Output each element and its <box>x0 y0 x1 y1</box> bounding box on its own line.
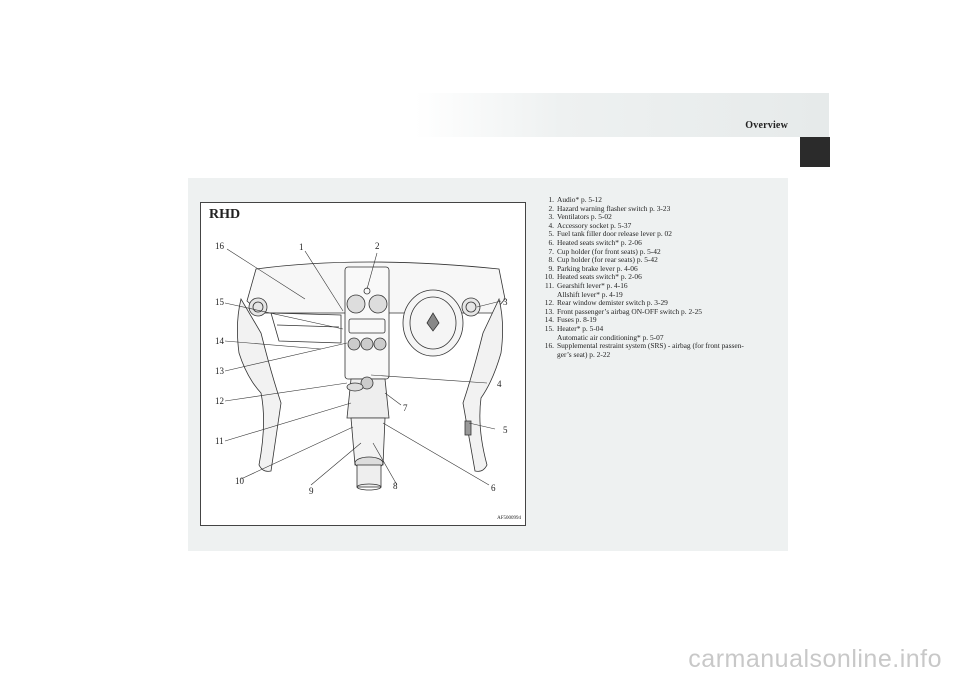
legend-number: 13. <box>544 306 554 316</box>
legend-text: Heated seats switch* p. 2-06 <box>557 272 642 282</box>
callout-4: 4 <box>497 379 502 389</box>
callout-6: 6 <box>491 483 496 493</box>
legend-number: 15. <box>544 323 554 333</box>
legend-text: Cup holder (for rear seats) p. 5-42 <box>557 255 658 265</box>
legend-text: Audio* p. 5-12 <box>557 195 602 204</box>
legend-text: Heated seats switch* p. 2-06 <box>557 237 642 247</box>
legend-text: Fuses p. 8-19 <box>557 315 597 325</box>
dashboard-illustration <box>201 203 527 527</box>
legend-number: 5. <box>548 229 554 239</box>
callout-10: 10 <box>235 476 244 486</box>
callout-14: 14 <box>215 336 224 346</box>
callout-2: 2 <box>375 241 380 251</box>
legend-number: 1. <box>548 195 554 204</box>
legend-text: Allshift lever* p. 4-19 <box>557 289 623 299</box>
legend-text: Accessory socket p. 5-37 <box>557 220 632 230</box>
legend-number: 4. <box>548 220 554 230</box>
callout-16: 16 <box>215 241 224 251</box>
callout-12: 12 <box>215 396 224 406</box>
chapter-tab <box>800 137 830 167</box>
legend-number: 9. <box>548 263 554 273</box>
legend-text: Rear window demister switch p. 3-29 <box>557 298 668 308</box>
callout-5: 5 <box>503 425 508 435</box>
legend-list <box>541 196 786 359</box>
legend-number: 8. <box>548 255 554 265</box>
legend-text: ger’s seat) p. 2-22 <box>557 349 611 359</box>
legend-text: Parking brake lever p. 4-06 <box>557 263 638 273</box>
legend-text: Cup holder (for front seats) p. 5-42 <box>557 246 661 256</box>
legend-number: 3. <box>548 212 554 222</box>
legend-text: Fuel tank filler door release lever p. 02 <box>557 229 672 239</box>
legend-text: Gearshift lever* p. 4-16 <box>557 280 628 290</box>
callout-11: 11 <box>215 436 224 446</box>
legend-item <box>541 351 786 360</box>
callout-13: 13 <box>215 366 224 376</box>
legend-text: Hazard warning flasher switch p. 3-23 <box>557 203 671 213</box>
legend-number: 10. <box>544 272 554 282</box>
watermark: carmanualsonline.info <box>688 645 942 673</box>
legend-number: 7. <box>548 246 554 256</box>
legend-text: Heater* p. 5-04 <box>557 323 604 333</box>
legend-number: 11. <box>545 280 554 290</box>
callout-1: 1 <box>299 242 304 252</box>
callout-9: 9 <box>309 486 314 496</box>
callout-8: 8 <box>393 481 398 491</box>
legend-number: 2. <box>548 203 554 213</box>
legend-text: Supplemental restraint system (SRS) - airbag (for front passen- <box>557 341 744 351</box>
legend-number: 6. <box>548 237 554 247</box>
legend-number: 16. <box>544 341 554 351</box>
callout-3: 3 <box>503 297 508 307</box>
legend-text: Ventilators p. 5-02 <box>557 212 612 222</box>
legend-text: Automatic air conditioning* p. 5-07 <box>557 332 664 342</box>
section-title: Overview <box>745 120 788 131</box>
dashboard-figure <box>200 202 526 526</box>
callout-15: 15 <box>215 297 224 307</box>
legend-number: 14. <box>544 315 554 325</box>
legend-text: Front passenger’s airbag ON-OFF switch p. 2-25 <box>557 306 702 316</box>
legend-number: 12. <box>544 298 554 308</box>
legend-number <box>541 351 554 360</box>
figure-label: RHD <box>209 207 241 222</box>
figure-code: AF5000994 <box>497 516 521 521</box>
callout-7: 7 <box>403 403 408 413</box>
